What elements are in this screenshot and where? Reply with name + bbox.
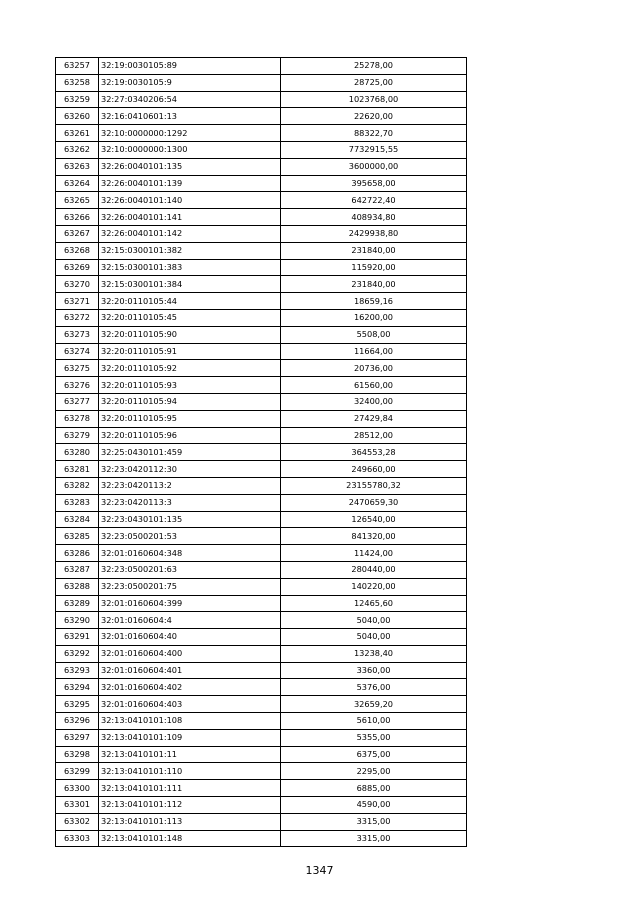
- value-cell: 32659,20: [281, 696, 467, 713]
- table-row: [56, 410, 467, 427]
- row-number-cell: 63302: [56, 813, 99, 830]
- row-number-cell: 63291: [56, 629, 99, 646]
- row-number-cell: 63272: [56, 309, 99, 326]
- row-number-cell: 63261: [56, 125, 99, 142]
- value-cell: 23155780,32: [281, 477, 467, 494]
- table-row: [56, 192, 467, 209]
- row-number-cell: 63290: [56, 612, 99, 629]
- value-cell: 126540,00: [281, 511, 467, 528]
- row-number-cell: 63265: [56, 192, 99, 209]
- value-cell: 5376,00: [281, 679, 467, 696]
- table-row: [56, 293, 467, 310]
- table-row: [56, 477, 467, 494]
- cadastral-number-cell: 32:13:0410101:11: [99, 746, 281, 763]
- cadastral-number-cell: 32:01:0160604:4: [99, 612, 281, 629]
- cadastral-number-cell: 32:10:0000000:1300: [99, 141, 281, 158]
- value-cell: 3360,00: [281, 662, 467, 679]
- row-number-cell: 63281: [56, 461, 99, 478]
- value-cell: 2295,00: [281, 763, 467, 780]
- table-row: [56, 343, 467, 360]
- value-cell: 4590,00: [281, 797, 467, 814]
- cadastral-number-cell: 32:23:0500201:53: [99, 528, 281, 545]
- value-cell: 28725,00: [281, 74, 467, 91]
- cadastral-number-cell: 32:01:0160604:348: [99, 545, 281, 562]
- table-row: [56, 629, 467, 646]
- cadastral-number-cell: 32:23:0420113:3: [99, 494, 281, 511]
- cadastral-number-cell: 32:16:0410601:13: [99, 108, 281, 125]
- value-cell: 5508,00: [281, 326, 467, 343]
- row-number-cell: 63298: [56, 746, 99, 763]
- table-row: [56, 158, 467, 175]
- row-number-cell: 63292: [56, 645, 99, 662]
- cadastral-number-cell: 32:01:0160604:399: [99, 595, 281, 612]
- row-number-cell: 63268: [56, 242, 99, 259]
- cadastral-number-cell: 32:20:0110105:91: [99, 343, 281, 360]
- row-number-cell: 63263: [56, 158, 99, 175]
- row-number-cell: 63258: [56, 74, 99, 91]
- cadastral-number-cell: 32:10:0000000:1292: [99, 125, 281, 142]
- table-row: [56, 511, 467, 528]
- value-cell: 88322,70: [281, 125, 467, 142]
- row-number-cell: 63284: [56, 511, 99, 528]
- table-row: [56, 209, 467, 226]
- table-row: [56, 746, 467, 763]
- table-row: [56, 578, 467, 595]
- table-row: [56, 377, 467, 394]
- row-number-cell: 63269: [56, 259, 99, 276]
- value-cell: 2470659,30: [281, 494, 467, 511]
- value-cell: 841320,00: [281, 528, 467, 545]
- cadastral-number-cell: 32:20:0110105:93: [99, 377, 281, 394]
- cadastre-table: [55, 57, 467, 847]
- value-cell: 11664,00: [281, 343, 467, 360]
- cadastral-number-cell: 32:20:0110105:94: [99, 393, 281, 410]
- value-cell: 12465,60: [281, 595, 467, 612]
- cadastral-number-cell: 32:20:0110105:44: [99, 293, 281, 310]
- cadastral-number-cell: 32:15:0300101:383: [99, 259, 281, 276]
- table-row: [56, 461, 467, 478]
- value-cell: 3600000,00: [281, 158, 467, 175]
- value-cell: 5610,00: [281, 713, 467, 730]
- row-number-cell: 63277: [56, 393, 99, 410]
- table-row: [56, 696, 467, 713]
- table-row: [56, 813, 467, 830]
- row-number-cell: 63280: [56, 444, 99, 461]
- row-number-cell: 63288: [56, 578, 99, 595]
- value-cell: 3315,00: [281, 813, 467, 830]
- table-row: [56, 74, 467, 91]
- table-row: [56, 797, 467, 814]
- table-row: [56, 242, 467, 259]
- row-number-cell: 63287: [56, 561, 99, 578]
- cadastral-number-cell: 32:20:0110105:96: [99, 427, 281, 444]
- cadastral-number-cell: 32:20:0110105:92: [99, 360, 281, 377]
- value-cell: 61560,00: [281, 377, 467, 394]
- row-number-cell: 63289: [56, 595, 99, 612]
- value-cell: 280440,00: [281, 561, 467, 578]
- value-cell: 642722,40: [281, 192, 467, 209]
- cadastral-number-cell: 32:13:0410101:111: [99, 780, 281, 797]
- table-row: [56, 427, 467, 444]
- table-row: [56, 91, 467, 108]
- cadastral-number-cell: 32:27:0340206:54: [99, 91, 281, 108]
- row-number-cell: 63266: [56, 209, 99, 226]
- table-row: [56, 108, 467, 125]
- value-cell: 115920,00: [281, 259, 467, 276]
- value-cell: 5040,00: [281, 629, 467, 646]
- cadastral-number-cell: 32:19:0030105:89: [99, 58, 281, 75]
- cadastral-number-cell: 32:13:0410101:110: [99, 763, 281, 780]
- row-number-cell: 63300: [56, 780, 99, 797]
- value-cell: 231840,00: [281, 276, 467, 293]
- cadastral-number-cell: 32:01:0160604:400: [99, 645, 281, 662]
- value-cell: 231840,00: [281, 242, 467, 259]
- table-row: [56, 125, 467, 142]
- cadastral-number-cell: 32:23:0420113:2: [99, 477, 281, 494]
- cadastral-number-cell: 32:13:0410101:113: [99, 813, 281, 830]
- row-number-cell: 63273: [56, 326, 99, 343]
- cadastral-number-cell: 32:26:0040101:140: [99, 192, 281, 209]
- cadastral-number-cell: 32:01:0160604:401: [99, 662, 281, 679]
- row-number-cell: 63262: [56, 141, 99, 158]
- row-number-cell: 63295: [56, 696, 99, 713]
- row-number-cell: 63264: [56, 175, 99, 192]
- table-row: [56, 545, 467, 562]
- value-cell: 364553,28: [281, 444, 467, 461]
- row-number-cell: 63294: [56, 679, 99, 696]
- table-row: [56, 141, 467, 158]
- row-number-cell: 63301: [56, 797, 99, 814]
- cadastral-number-cell: 32:01:0160604:40: [99, 629, 281, 646]
- cadastral-number-cell: 32:26:0040101:139: [99, 175, 281, 192]
- row-number-cell: 63267: [56, 225, 99, 242]
- table-row: [56, 830, 467, 847]
- value-cell: 32400,00: [281, 393, 467, 410]
- table-row: [56, 175, 467, 192]
- cadastral-number-cell: 32:23:0500201:63: [99, 561, 281, 578]
- table-row: [56, 662, 467, 679]
- value-cell: 2429938,80: [281, 225, 467, 242]
- table-row: [56, 259, 467, 276]
- row-number-cell: 63282: [56, 477, 99, 494]
- cadastral-number-cell: 32:23:0430101:135: [99, 511, 281, 528]
- cadastral-number-cell: 32:15:0300101:384: [99, 276, 281, 293]
- cadastral-number-cell: 32:23:0500201:75: [99, 578, 281, 595]
- table-row: [56, 612, 467, 629]
- table-row: [56, 528, 467, 545]
- cadastral-number-cell: 32:01:0160604:403: [99, 696, 281, 713]
- row-number-cell: 63274: [56, 343, 99, 360]
- value-cell: 6375,00: [281, 746, 467, 763]
- row-number-cell: 63257: [56, 58, 99, 75]
- cadastral-number-cell: 32:13:0410101:148: [99, 830, 281, 847]
- cadastral-number-cell: 32:26:0040101:142: [99, 225, 281, 242]
- row-number-cell: 63259: [56, 91, 99, 108]
- cadastral-number-cell: 32:23:0420112:30: [99, 461, 281, 478]
- cadastral-number-cell: 32:26:0040101:135: [99, 158, 281, 175]
- row-number-cell: 63297: [56, 729, 99, 746]
- table-row: [56, 713, 467, 730]
- value-cell: 140220,00: [281, 578, 467, 595]
- value-cell: 22620,00: [281, 108, 467, 125]
- value-cell: 5355,00: [281, 729, 467, 746]
- cadastral-number-cell: 32:19:0030105:9: [99, 74, 281, 91]
- value-cell: 408934,80: [281, 209, 467, 226]
- value-cell: 11424,00: [281, 545, 467, 562]
- row-number-cell: 63279: [56, 427, 99, 444]
- value-cell: 16200,00: [281, 309, 467, 326]
- value-cell: 13238,40: [281, 645, 467, 662]
- value-cell: 395658,00: [281, 175, 467, 192]
- table-row: [56, 225, 467, 242]
- cadastral-number-cell: 32:01:0160604:402: [99, 679, 281, 696]
- cadastral-number-cell: 32:13:0410101:108: [99, 713, 281, 730]
- cadastral-number-cell: 32:15:0300101:382: [99, 242, 281, 259]
- table-row: [56, 309, 467, 326]
- table-row: [56, 645, 467, 662]
- row-number-cell: 63283: [56, 494, 99, 511]
- row-number-cell: 63285: [56, 528, 99, 545]
- cadastral-number-cell: 32:26:0040101:141: [99, 209, 281, 226]
- table-row: [56, 595, 467, 612]
- row-number-cell: 63278: [56, 410, 99, 427]
- table-row: [56, 494, 467, 511]
- table-row: [56, 58, 467, 75]
- table-row: [56, 276, 467, 293]
- value-cell: 25278,00: [281, 58, 467, 75]
- row-number-cell: 63286: [56, 545, 99, 562]
- row-number-cell: 63270: [56, 276, 99, 293]
- value-cell: 20736,00: [281, 360, 467, 377]
- table-row: [56, 679, 467, 696]
- value-cell: 18659,16: [281, 293, 467, 310]
- value-cell: 249660,00: [281, 461, 467, 478]
- row-number-cell: 63276: [56, 377, 99, 394]
- table-row: [56, 763, 467, 780]
- cadastral-number-cell: 32:20:0110105:90: [99, 326, 281, 343]
- table-row: [56, 393, 467, 410]
- cadastral-number-cell: 32:20:0110105:45: [99, 309, 281, 326]
- cadastral-number-cell: 32:13:0410101:109: [99, 729, 281, 746]
- table-row: [56, 561, 467, 578]
- value-cell: 7732915,55: [281, 141, 467, 158]
- cadastral-number-cell: 32:25:0430101:459: [99, 444, 281, 461]
- row-number-cell: 63299: [56, 763, 99, 780]
- table-row: [56, 729, 467, 746]
- row-number-cell: 63260: [56, 108, 99, 125]
- table-row: [56, 360, 467, 377]
- value-cell: 6885,00: [281, 780, 467, 797]
- value-cell: 5040,00: [281, 612, 467, 629]
- cadastral-number-cell: 32:20:0110105:95: [99, 410, 281, 427]
- page-number: 1347: [305, 864, 334, 877]
- row-number-cell: 63275: [56, 360, 99, 377]
- table-row: [56, 326, 467, 343]
- row-number-cell: 63293: [56, 662, 99, 679]
- value-cell: 28512,00: [281, 427, 467, 444]
- row-number-cell: 63303: [56, 830, 99, 847]
- value-cell: 1023768,00: [281, 91, 467, 108]
- row-number-cell: 63296: [56, 713, 99, 730]
- row-number-cell: 63271: [56, 293, 99, 310]
- cadastral-number-cell: 32:13:0410101:112: [99, 797, 281, 814]
- value-cell: 27429,84: [281, 410, 467, 427]
- table-row: [56, 780, 467, 797]
- table-body: [56, 58, 467, 847]
- value-cell: 3315,00: [281, 830, 467, 847]
- table-row: [56, 444, 467, 461]
